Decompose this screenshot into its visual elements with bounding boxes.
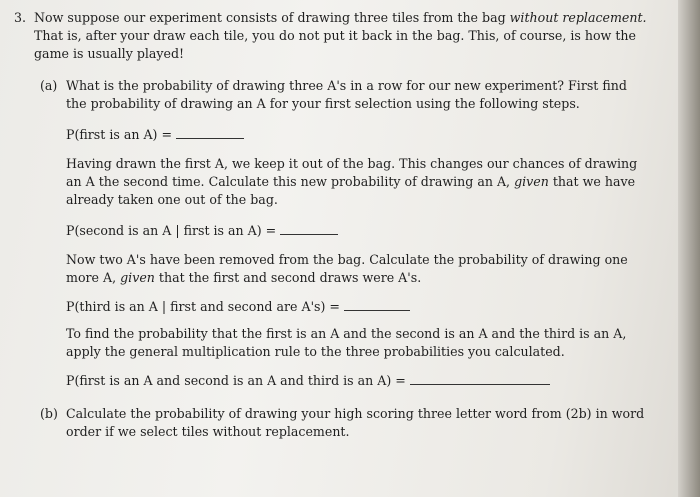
para2-text-end: that we have <box>548 174 636 189</box>
part-a-line-2: the probability of drawing an A for your first selection using the following steps. <box>66 96 580 111</box>
para3-text: more A, <box>66 270 121 285</box>
part-a-line-1: What is the probability of drawing three A's in a row for our new experiment? First find <box>66 78 627 93</box>
question-intro-line-2: That is, after your draw each tile, you do not put it back in the bag. This, of course, is how the <box>34 28 636 43</box>
part-a-marker: (a) <box>40 78 58 93</box>
intro-text: Now suppose our experiment consists of drawing three tiles from the bag <box>34 10 510 25</box>
prob-third-line <box>66 298 410 316</box>
prob-second-line <box>66 222 338 240</box>
para3-text-end: that the first and second draws were A's. <box>154 270 422 285</box>
page-edge-shadow <box>678 0 700 497</box>
para3-given: given <box>120 270 155 285</box>
para2-text: an A the second time. Calculate this new probability of drawing an A, <box>66 174 515 189</box>
para2-given: given <box>514 174 549 189</box>
para4-line-1: To find the probability that the first is an A and the second is an A and the third is an A, <box>66 326 627 341</box>
prob-first-line <box>66 126 244 144</box>
part-b-line-2: order if we select tiles without replacement. <box>66 424 350 439</box>
question-intro-line-1 <box>34 9 647 27</box>
para3-line-2 <box>66 269 421 287</box>
question-number: 3. <box>14 10 27 25</box>
para4-line-2: apply the general multiplication rule to the three probabilities you calculated. <box>66 344 565 359</box>
para3-line-1: Now two A's have been removed from the bag. Calculate the probability of drawing one <box>66 252 628 267</box>
prob-second-label: P(second is an A | first is an A) = <box>66 223 277 238</box>
intro-emphasis: without replacement. <box>509 10 647 25</box>
prob-second-answer-blank[interactable] <box>280 222 338 235</box>
prob-all-three-label: P(first is an A and second is an A and third is an A) = <box>66 373 406 388</box>
para2-line-3: already taken one out of the bag. <box>66 192 278 207</box>
prob-all-three-answer-blank[interactable] <box>410 372 550 385</box>
prob-all-three-line <box>66 372 550 390</box>
question-intro-line-3: game is usually played! <box>34 46 185 61</box>
para2-line-1: Having drawn the first A, we keep it out of the bag. This changes our chances of drawing <box>66 156 638 171</box>
part-b-line-1: Calculate the probability of drawing your high scoring three letter word from (2b) in word <box>66 406 645 421</box>
para2-line-2 <box>66 173 635 191</box>
prob-first-label: P(first is an A) = <box>66 127 173 142</box>
part-b-marker: (b) <box>40 406 58 421</box>
prob-first-answer-blank[interactable] <box>176 126 244 139</box>
prob-third-answer-blank[interactable] <box>344 298 410 311</box>
prob-third-label: P(third is an A | first and second are A's) = <box>66 299 340 314</box>
